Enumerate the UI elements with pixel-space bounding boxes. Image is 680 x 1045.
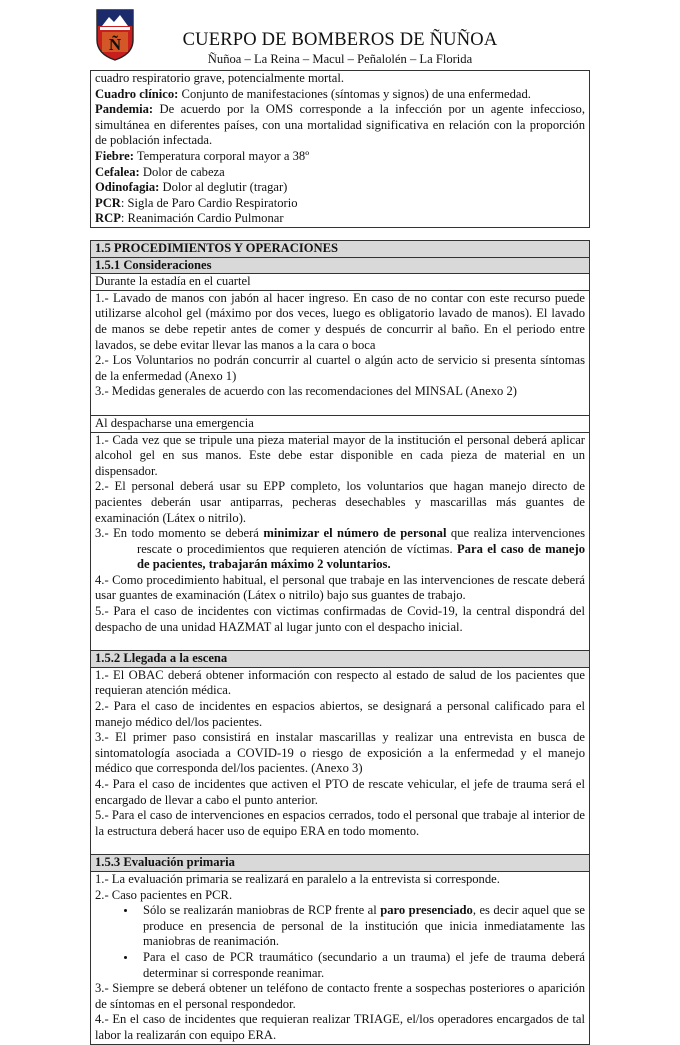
- list-item: 1.- Cada vez que se tripule una pieza material mayor de la institución el personal deberá aplicar alcohol gel en sus manos. Este debe estar disponible en cada pieza de material en un dispensador.: [95, 432, 585, 478]
- page-header: [0, 0, 680, 70]
- bullet-item: • Para el caso de PCR traumático (secundario a un trauma) el jefe de trauma deberá determinar si corresponde reanimar.: [137, 950, 585, 981]
- subheading-estadia: Durante la estadía en el cuartel: [91, 273, 589, 290]
- glossary-term: Fiebre:: [95, 148, 134, 163]
- subsection-heading: 1.5.1 Consideraciones: [91, 257, 589, 274]
- list-item: 1.- Lavado de manos con jabón al hacer ingreso. En caso de no contar con este recurso puede utilizarse alcohol gel (máximo por dos veces, luego es obligatorio lavado de manos). El lavado de manos se debe repetir antes de comer y después de concurrir al baño. En el periodo entre lavados, se debe evitar llevar las manos a la cara o boca: [95, 290, 585, 352]
- page-subtitle: Ñuñoa – La Reina – Macul – Peñalolén – La Florida: [207, 52, 473, 66]
- glossary-item: Odinofagia: Dolor al deglutir (tragar): [95, 180, 288, 195]
- list-item: 2.- Caso pacientes en PCR.: [95, 887, 233, 902]
- glossary-item: Pandemia: De acuerdo por la OMS corresponde a la infección por un agente infeccioso, simultánea en diferentes países, con una mortalidad significativa en relación con la proporción de población infectada.: [95, 102, 585, 148]
- glossary-term: RCP: [95, 211, 121, 226]
- glossary-box: [90, 70, 590, 228]
- glossary-item: Cefalea: Dolor de cabeza: [95, 164, 225, 179]
- bullet-item: • Sólo se realizarán maniobras de RCP frente al paro presenciado, es decir aquel que se produce en presencia de personal de la institución que inicia inmediatamente las maniobras de reanimación.: [137, 903, 585, 950]
- crest-letter: Ñ: [108, 35, 122, 54]
- list-item: 5.- Para el caso de incidentes con victimas confirmadas de Covid-19, la central dispondrá del despacho de una unidad HAZMAT al lugar junto con el despacho inicial.: [95, 604, 585, 634]
- glossary-list: [91, 71, 589, 227]
- glossary-term: PCR: [95, 195, 121, 210]
- glossary-term: Odinofagia:: [95, 180, 160, 195]
- list-item: 4.- Para el caso de incidentes que activen el PTO de rescate vehicular, el jefe de trauma será el encargado de llevar a cabo el punto anterior.: [95, 777, 585, 807]
- estadia-items: [91, 290, 589, 415]
- glossary-item: Fiebre: Temperatura corporal mayor a 38º: [95, 148, 310, 163]
- fire-department-crest-icon: [94, 6, 136, 62]
- glossary-term: Pandemia:: [95, 102, 154, 117]
- subheading-despacho: Al despacharse una emergencia: [91, 415, 589, 432]
- subsection-heading: 1.5.3 Evaluación primaria: [91, 854, 589, 871]
- list-item: 3.- Siempre se deberá obtener un teléfono de contacto frente a sospechas posteriores o aparición de síntomas en el personal respondedor.: [95, 981, 585, 1011]
- glossary-term: Cefalea:: [95, 164, 140, 179]
- despacho-items: [91, 432, 589, 651]
- list-item: 4.- En el caso de incidentes que requieran realizar TRIAGE, el/los operadores encargados de tal labor la realizarán con equipo ERA.: [95, 1012, 585, 1042]
- list-item: 2.- El personal deberá usar su EPP completo, los voluntarios que hagan manejo directo de pacientes deberán usar antiparras, pecheras desechables y mascarillas más guantes de examinación (Látex o nitrilo).: [95, 479, 585, 525]
- glossary-item: cuadro respiratorio grave, potencialmente mortal.: [95, 71, 344, 85]
- list-item: 3.- Medidas generales de acuerdo con las recomendaciones del MINSAL (Anexo 2): [95, 384, 517, 399]
- glossary-item: RCP: Reanimación Cardio Pulmonar: [95, 211, 284, 226]
- page-title: CUERPO DE BOMBEROS DE ÑUÑOA: [182, 30, 498, 50]
- list-item: 4.- Como procedimiento habitual, el personal que trabaje en las intervenciones de rescate deberá usar guantes de examinación (Látex o nitrilo) bajo sus guantes de trabajo.: [95, 572, 585, 603]
- section-heading: 1.5 PROCEDIMIENTOS Y OPERACIONES: [91, 241, 589, 257]
- list-item: 5.- Para el caso de intervenciones en espacios cerrados, todo el personal que trabaje al interior de la estructura deberá hacer uso de equipo ERA en todo momento.: [95, 808, 585, 838]
- list-item: 1.- La evaluación primaria se realizará en paralelo a la entrevista si corresponde.: [95, 871, 500, 886]
- glossary-term: Cuadro clínico:: [95, 86, 179, 101]
- bullet-list: [95, 903, 585, 981]
- list-item: 3.- En todo momento se deberá minimizar el número de personal que realiza intervenciones rescate o procedimientos que requieren atención de víctimas. Para el caso de manejo de pacientes, trabajarán máximo 2 voluntarios.: [95, 526, 586, 572]
- list-item: 1.- El OBAC deberá obtener información con respecto al estado de salud de los pacientes que requieran atención médica.: [95, 667, 585, 698]
- glossary-item: PCR: Sigla de Paro Cardio Respiratorio: [95, 195, 298, 210]
- subsection-heading: 1.5.2 Llegada a la escena: [91, 650, 589, 667]
- llegada-items: [91, 667, 589, 855]
- glossary-item: Cuadro clínico: Conjunto de manifestaciones (síntomas y signos) de una enfermedad.: [95, 86, 531, 101]
- list-item: 2.- Los Voluntarios no podrán concurrir al cuartel o algún acto de servicio si presenta síntomas de la enfermedad (Anexo 1): [95, 353, 585, 383]
- list-item: 3.- El primer paso consistirá en instalar mascarillas y realizar una entrevista en busca de sintomatología asociada a COVID-19 o riesgo de exposición a la enfermedad y el manejo médico que corresponda del/los pacientes. (Anexo 3): [95, 730, 585, 776]
- evaluacion-items: [91, 871, 589, 1044]
- procedures-table: [90, 240, 590, 1045]
- list-item: 2.- Para el caso de incidentes en espacios abiertos, se designará a personal calificado para el manejo médico del/los pacientes.: [95, 699, 585, 729]
